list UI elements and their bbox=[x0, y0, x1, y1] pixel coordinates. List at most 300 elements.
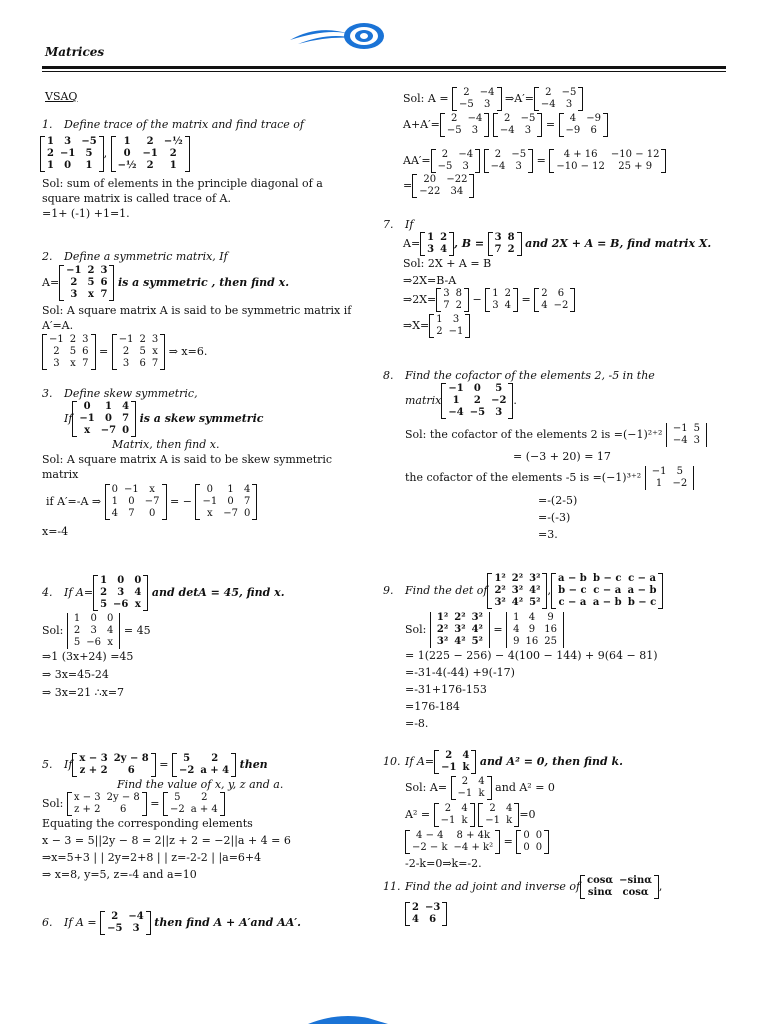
matrix-cell: 2 bbox=[494, 149, 502, 160]
matrix-cell: −5 bbox=[446, 125, 462, 136]
q10-line bbox=[383, 750, 733, 774]
r6-line-4 bbox=[403, 174, 733, 198]
matrix-cell: −2 bbox=[178, 765, 195, 776]
q7-step-3 bbox=[403, 288, 733, 312]
matrix-cell: 3² bbox=[529, 573, 541, 584]
q3-sol-2: matrix bbox=[42, 468, 79, 481]
matrix-cell: 2 bbox=[441, 149, 449, 160]
q5-matrix-right-2 bbox=[163, 792, 225, 816]
matrix-cell: 5 bbox=[183, 753, 191, 764]
matrix-cell: 0 bbox=[111, 484, 118, 495]
matrix-cell: sinα bbox=[587, 887, 613, 898]
q9-comma: , bbox=[547, 584, 551, 597]
matrix-cell: x bbox=[206, 508, 213, 519]
matrix-cell: a − b bbox=[627, 585, 657, 596]
matrix-cell: z + 2 bbox=[74, 804, 101, 815]
matrix-cell: 2 bbox=[463, 87, 470, 98]
matrix-cell: 3² bbox=[436, 636, 449, 647]
matrix-cell: 0 bbox=[206, 484, 213, 495]
q1-sol-1: Sol: sum of elements in the principle diagonal of a bbox=[42, 177, 323, 190]
q7-line bbox=[403, 232, 733, 256]
r6-label-1: Sol: A = bbox=[403, 92, 449, 105]
matrix-cell: 5 bbox=[495, 383, 503, 394]
q8-number: 8. bbox=[383, 369, 394, 382]
q8-sol-2: = (−3 + 20) = 17 bbox=[513, 450, 611, 463]
q7-matrix-b bbox=[488, 232, 522, 256]
matrix-cell: −5 bbox=[511, 149, 527, 160]
matrix-cell: x bbox=[134, 599, 141, 610]
matrix-cell: 0 bbox=[117, 575, 125, 586]
matrix-cell: −10 − 12 bbox=[610, 149, 660, 160]
q3-matrix bbox=[72, 401, 136, 437]
matrix-cell: −1 bbox=[448, 326, 464, 337]
matrix-cell: 2 bbox=[455, 300, 463, 311]
swoosh-logo-footer-icon bbox=[308, 1010, 388, 1024]
matrix-cell: 3 bbox=[53, 358, 60, 369]
q2-lhs: A= bbox=[42, 276, 60, 289]
q8-sol-4: =-(2-5) bbox=[538, 494, 578, 507]
matrix-cell: 4 bbox=[528, 612, 536, 623]
matrix-cell: 4 bbox=[541, 300, 548, 311]
q3-rhs: is a skew symmetric bbox=[139, 412, 264, 425]
q9-step-3: =-31+176-153 bbox=[405, 683, 487, 696]
matrix-cell: 1 bbox=[47, 160, 54, 171]
r6-matrix-4 bbox=[493, 113, 543, 137]
matrix-cell: 2 bbox=[146, 160, 154, 171]
matrix-cell: 4 bbox=[478, 776, 485, 787]
q7-a: A= bbox=[403, 237, 421, 250]
matrix-cell: 2 bbox=[169, 148, 177, 159]
matrix-cell: −4 bbox=[479, 87, 495, 98]
matrix-cell: 3 bbox=[100, 265, 108, 276]
matrix-cell: −4 bbox=[467, 113, 483, 124]
q3-lhs: If bbox=[64, 412, 73, 425]
matrix-cell: 1 bbox=[123, 136, 131, 147]
matrix-cell: 3 bbox=[122, 358, 130, 369]
r6-matrix-8 bbox=[549, 149, 666, 173]
matrix-cell: 2 bbox=[461, 776, 469, 787]
matrix-cell: −1 bbox=[124, 484, 139, 495]
matrix-cell: 0 bbox=[104, 413, 112, 424]
q3-text: Define skew symmetric, bbox=[64, 387, 198, 400]
matrix-cell: −2 bbox=[169, 804, 185, 815]
q4-eq: = 45 bbox=[123, 624, 151, 637]
q3-matrix-line bbox=[42, 401, 387, 437]
q3-matrix-a bbox=[105, 484, 167, 520]
q4-step-2: ⇒ 3x=45-24 bbox=[42, 668, 109, 681]
matrix-cell: 4 bbox=[513, 624, 520, 635]
q5-post: then bbox=[239, 758, 268, 771]
q3-condition: if A′=-A ⇒ bbox=[46, 495, 102, 508]
matrix-cell: 6 bbox=[127, 765, 135, 776]
matrix-cell: 2 bbox=[201, 792, 208, 803]
r6-matrix-2 bbox=[534, 87, 584, 111]
q8-text: Find the cofactor of the elements 2, -5 in the bbox=[405, 369, 655, 382]
matrix-cell: 2y − 8 bbox=[106, 792, 140, 803]
matrix-cell: 5 bbox=[676, 466, 684, 477]
matrix-cell: 2 bbox=[440, 232, 448, 243]
matrix-cell: 4 − 4 bbox=[416, 830, 444, 841]
matrix-cell: 0 bbox=[83, 401, 91, 412]
q7-matrix-2 bbox=[485, 288, 518, 312]
q7-matrix-3 bbox=[534, 288, 575, 312]
matrix-cell: 25 bbox=[544, 636, 557, 647]
q10-step-1-label: Sol: A= bbox=[405, 781, 448, 794]
q2-equation: −1 2 3 2 5 6 3 x 7 = −1 2 3 2 5 x 3 6 7 ⇒ x=6. bbox=[42, 334, 387, 370]
matrix-cell: 0 bbox=[148, 508, 156, 519]
q4-number: 4. bbox=[42, 586, 53, 599]
q8-sol-1 bbox=[383, 423, 733, 447]
q8-sol-3 bbox=[383, 466, 733, 490]
matrix-cell: 3 bbox=[151, 334, 159, 345]
matrix-cell: 7 bbox=[243, 496, 251, 507]
q8-det-1 bbox=[666, 423, 707, 447]
matrix-cell: 3 bbox=[483, 99, 491, 110]
q10-eq: = bbox=[503, 835, 513, 848]
matrix-cell: 4 + 16 bbox=[563, 149, 598, 160]
q9-step-5: =-8. bbox=[405, 717, 429, 730]
matrix-cell: −7 bbox=[100, 425, 117, 436]
matrix-cell: 4 bbox=[412, 914, 419, 925]
q5-number: 5. bbox=[42, 758, 53, 771]
q11-matrix bbox=[580, 875, 659, 899]
matrix-cell: −5 bbox=[469, 407, 486, 418]
q7-step-1: Sol: 2X + A = B bbox=[403, 257, 492, 270]
matrix-cell: 4 bbox=[505, 803, 513, 814]
matrix-cell: 2 bbox=[545, 87, 552, 98]
matrix-cell: x − 3 bbox=[73, 792, 101, 803]
q9-step-4: =176-184 bbox=[405, 700, 460, 713]
matrix-cell: 2² bbox=[454, 612, 466, 623]
q5-eq: = bbox=[159, 758, 169, 771]
matrix-cell: −4 bbox=[499, 125, 515, 136]
matrix-cell: −7 bbox=[144, 496, 160, 507]
q10-matrix bbox=[434, 750, 476, 774]
header-rule-thin bbox=[42, 71, 726, 72]
matrix-cell: 5 bbox=[100, 599, 108, 610]
matrix-cell: 1 bbox=[111, 496, 118, 507]
matrix-cell: −1 bbox=[49, 334, 64, 345]
q9-sol: Sol: bbox=[405, 623, 427, 636]
q9-matrix-1 bbox=[487, 573, 547, 609]
matrix-cell: 0 bbox=[243, 508, 251, 519]
matrix-cell: x bbox=[107, 637, 114, 648]
matrix-cell: 2 bbox=[211, 753, 219, 764]
question-3 bbox=[42, 386, 387, 539]
matrix-cell: −1 bbox=[672, 423, 688, 434]
q5-step-2: x − 3 = 5||2y − 8 = 2||z + 2 = −2||a + 4 = 6 bbox=[42, 834, 291, 847]
q7-step-2: ⇒2X=B-A bbox=[403, 274, 457, 287]
matrix-cell: 34 bbox=[450, 186, 464, 197]
matrix-cell: 4 bbox=[569, 113, 577, 124]
matrix-cell: cosα bbox=[622, 887, 649, 898]
q8-matrix bbox=[441, 383, 513, 419]
matrix-cell: 0 bbox=[64, 160, 72, 171]
matrix-cell: 4² bbox=[511, 597, 524, 608]
matrix-cell: c − a bbox=[628, 573, 657, 584]
matrix-cell: 7 bbox=[151, 358, 159, 369]
matrix-cell: −5 bbox=[459, 99, 474, 110]
matrix-cell: −6 bbox=[113, 599, 129, 610]
matrix-cell: 2 bbox=[451, 113, 458, 124]
matrix-cell: 2 bbox=[87, 265, 95, 276]
q2-matrix-line bbox=[42, 265, 387, 301]
matrix-cell: 3 bbox=[693, 435, 701, 446]
r6-matrix-1 bbox=[452, 87, 502, 111]
matrix-cell: 3 bbox=[90, 625, 97, 636]
q11-matrix-2 bbox=[405, 902, 447, 926]
q2-matrix-b bbox=[112, 334, 166, 370]
header-rule bbox=[42, 66, 726, 69]
matrix-cell: 3² bbox=[471, 612, 483, 623]
q1-number: 1. bbox=[42, 118, 53, 131]
q2-sol-2: A′=A. bbox=[42, 319, 74, 332]
q1-matrix-1 bbox=[40, 136, 104, 172]
matrix-cell: 5² bbox=[529, 597, 541, 608]
q10-matrix-3 bbox=[478, 803, 519, 827]
q4-matrix bbox=[93, 575, 148, 611]
matrix-cell: 2 bbox=[436, 326, 443, 337]
matrix-cell: 2 bbox=[100, 587, 108, 598]
q7-step-4 bbox=[403, 314, 733, 338]
q2-matrix bbox=[59, 265, 114, 301]
matrix-cell: −4 bbox=[490, 161, 506, 172]
matrix-cell: −2 bbox=[672, 478, 688, 489]
q9-step-2: =-31-4(-44) +9(-17) bbox=[405, 666, 515, 679]
matrix-cell: 3 bbox=[495, 407, 503, 418]
matrix-cell: a + 4 bbox=[190, 804, 218, 815]
matrix-cell: 0 bbox=[122, 425, 130, 436]
matrix-cell: 4 bbox=[504, 300, 511, 311]
matrix-cell: −1 bbox=[441, 762, 457, 773]
matrix-cell: −1 bbox=[202, 496, 218, 507]
q8-sol-1-text: Sol: the cofactor of the elements 2 is =(−1)²⁺² bbox=[405, 428, 663, 441]
matrix-cell: a − b bbox=[592, 597, 622, 608]
swoosh-logo-icon bbox=[288, 14, 388, 58]
question-2 bbox=[42, 249, 387, 370]
matrix-cell: 8 bbox=[507, 232, 515, 243]
matrix-cell: −2 bbox=[491, 395, 507, 406]
q5-sol-line bbox=[42, 792, 387, 816]
matrix-cell: 16 bbox=[544, 624, 557, 635]
matrix-cell: 4² bbox=[454, 636, 466, 647]
matrix-cell: 1 bbox=[169, 160, 177, 171]
matrix-cell: 2 bbox=[412, 902, 419, 913]
q5-line-2: Find the value of x, y, z and a. bbox=[117, 778, 284, 791]
matrix-cell: 5 bbox=[174, 792, 181, 803]
matrix-cell: −1 bbox=[651, 466, 667, 477]
q9-sol-line bbox=[383, 612, 733, 648]
matrix-cell: 2 bbox=[489, 803, 496, 814]
q5-step-3: ⇒x=5+3 | | 2y=2+8 | | z=-2-2 | |a=6+4 bbox=[42, 851, 262, 864]
q4-determinant bbox=[67, 613, 121, 649]
q3-equation bbox=[42, 484, 387, 520]
matrix-cell: x bbox=[84, 425, 91, 436]
q7-minus: − bbox=[472, 293, 482, 306]
matrix-cell: 0 bbox=[523, 830, 530, 841]
matrix-cell: 3 bbox=[515, 161, 522, 172]
matrix-cell: 3 bbox=[462, 161, 469, 172]
q4-line bbox=[42, 575, 387, 611]
r6-matrix-3 bbox=[440, 113, 490, 137]
matrix-cell: x bbox=[70, 358, 76, 369]
matrix-cell: −1 bbox=[448, 383, 464, 394]
matrix-cell: 4 bbox=[461, 803, 468, 814]
q7-matrix-a bbox=[420, 232, 454, 256]
matrix-cell: −2 − k bbox=[412, 842, 448, 853]
q8-sol-6: =3. bbox=[538, 528, 558, 541]
question-8 bbox=[383, 368, 733, 542]
matrix-cell: −1 bbox=[440, 815, 456, 826]
matrix-cell: −4 + k² bbox=[453, 842, 494, 853]
q5-matrix-right bbox=[172, 753, 236, 777]
matrix-cell: 20 bbox=[423, 174, 437, 185]
header-title: Matrices bbox=[45, 45, 105, 59]
matrix-cell: −4 bbox=[448, 407, 464, 418]
q5-step-1: Equating the corresponding elements bbox=[42, 817, 253, 830]
question-10 bbox=[383, 750, 733, 871]
matrix-cell: 7 bbox=[82, 358, 89, 369]
matrix-cell: 6 bbox=[590, 125, 597, 136]
matrix-cell: 4² bbox=[529, 585, 541, 596]
matrix-cell: −4 bbox=[128, 911, 144, 922]
matrix-cell: 5 bbox=[69, 346, 77, 357]
matrix-cell: 4 bbox=[462, 750, 470, 761]
matrix-cell: 9 bbox=[547, 612, 554, 623]
matrix-cell: 8 bbox=[455, 288, 463, 299]
q7-b: , B = bbox=[454, 237, 485, 250]
matrix-cell: x − 3 bbox=[79, 753, 108, 764]
matrix-cell: −1 bbox=[66, 265, 82, 276]
matrix-cell: 3 bbox=[471, 125, 479, 136]
matrix-cell: 2 bbox=[507, 244, 515, 255]
matrix-cell: −1 bbox=[79, 413, 95, 424]
question-6 bbox=[42, 911, 387, 935]
q8-sol-5: =-(-3) bbox=[538, 511, 571, 524]
matrix-cell: −sinα bbox=[619, 875, 652, 886]
matrix-cell: −3 bbox=[424, 902, 441, 913]
matrix-cell: 3 bbox=[443, 288, 450, 299]
matrix-cell: b − c bbox=[558, 585, 587, 596]
q10-step-2 bbox=[383, 803, 733, 827]
r6-label-3: AA′= bbox=[403, 154, 431, 167]
matrix-cell: 3² bbox=[511, 585, 524, 596]
q4-step-1: ⇒1 (3x+24) =45 bbox=[42, 650, 134, 663]
matrix-cell: −22 bbox=[446, 174, 468, 185]
matrix-cell: 3 bbox=[82, 334, 89, 345]
matrix-cell: 4 bbox=[107, 625, 114, 636]
matrix-cell: x bbox=[149, 484, 155, 495]
matrix-cell: 3 bbox=[494, 232, 502, 243]
q2-result: ⇒ x=6. bbox=[168, 345, 208, 358]
matrix-cell: 2 bbox=[504, 113, 511, 124]
q9-matrix-2 bbox=[551, 573, 663, 609]
matrix-cell: 7 bbox=[128, 508, 135, 519]
matrix-cell: 3 bbox=[492, 300, 499, 311]
q11-comma: , bbox=[658, 880, 663, 893]
r6-line-1 bbox=[403, 87, 733, 111]
matrix-cell: 1 bbox=[427, 232, 435, 243]
matrix-cell: −1 bbox=[142, 148, 158, 159]
question-1 bbox=[42, 117, 387, 221]
q5-line bbox=[42, 753, 387, 777]
q10-step-2-label: A² = bbox=[405, 808, 431, 821]
matrix-cell: 6 bbox=[557, 288, 565, 299]
matrix-cell: −4 bbox=[540, 99, 556, 110]
q3-sol-1: Sol: A square matrix A is said to be skew symmetric bbox=[42, 453, 333, 466]
r6-label-4: = bbox=[403, 179, 413, 192]
matrix-cell: z + 2 bbox=[79, 765, 108, 776]
matrix-cell: 5 bbox=[85, 148, 93, 159]
matrix-cell: 6 bbox=[139, 358, 146, 369]
r6-line-3 bbox=[403, 149, 733, 173]
matrix-cell: 1 bbox=[492, 288, 499, 299]
matrix-cell: 3 bbox=[565, 99, 573, 110]
matrix-cell: 2 bbox=[146, 136, 154, 147]
matrix-cell: 2 bbox=[70, 277, 78, 288]
matrix-cell: 0 bbox=[523, 842, 530, 853]
q4-pre: If A= bbox=[64, 586, 94, 599]
matrix-cell: −6 bbox=[86, 637, 102, 648]
matrix-cell: 9 bbox=[513, 636, 520, 647]
q4-post: and detA = 45, find x. bbox=[151, 586, 285, 599]
q1-sol-3: =1+ (-1) +1=1. bbox=[42, 207, 130, 220]
r6-matrix-6 bbox=[431, 149, 481, 173]
matrix-cell: 0 bbox=[535, 842, 543, 853]
q5-pre: If bbox=[64, 758, 73, 771]
q6-number: 6. bbox=[42, 916, 53, 929]
matrix-cell: −5 bbox=[520, 113, 536, 124]
question-4 bbox=[42, 575, 387, 700]
matrix-cell: a − b bbox=[557, 573, 587, 584]
matrix-cell: −22 bbox=[419, 186, 441, 197]
matrix-cell: 7 bbox=[122, 413, 130, 424]
q10-step-2-tail: =0 bbox=[519, 808, 536, 821]
q10-step-1 bbox=[383, 776, 733, 800]
matrix-cell: −10 − 12 bbox=[556, 161, 605, 172]
q3-number: 3. bbox=[42, 387, 53, 400]
q7-step-4-label: ⇒X= bbox=[403, 319, 430, 332]
r6-label-1b: ⇒A′= bbox=[505, 92, 534, 105]
q6-pre: If A = bbox=[64, 916, 97, 929]
q2-sol-1: Sol: A square matrix A is said to be symmetric matrix if bbox=[42, 304, 352, 317]
matrix-cell: 4 bbox=[440, 244, 448, 255]
matrix-cell: 3 bbox=[70, 289, 78, 300]
matrix-cell: 2² bbox=[511, 573, 524, 584]
r6-line-2 bbox=[403, 113, 733, 137]
q10-step-1-tail: and A² = 0 bbox=[495, 781, 555, 794]
matrix-cell: 0 bbox=[473, 383, 481, 394]
matrix-cell: 2 bbox=[53, 346, 60, 357]
q5-matrix-left-2 bbox=[67, 792, 147, 816]
matrix-cell: 6 bbox=[100, 277, 108, 288]
matrix-cell: −9 bbox=[586, 113, 602, 124]
matrix-cell: −1 bbox=[485, 815, 500, 826]
matrix-cell: 1 bbox=[73, 613, 81, 624]
matrix-cell: 3 bbox=[452, 314, 460, 325]
r6-matrix-9 bbox=[412, 174, 474, 198]
matrix-cell: 7 bbox=[100, 289, 108, 300]
q4-sol: Sol: bbox=[42, 624, 64, 637]
matrix-cell: 2 bbox=[47, 148, 54, 159]
q6-post: then find A + A′and AA′. bbox=[154, 916, 301, 929]
matrix-cell: 2² bbox=[494, 585, 506, 596]
q7-eq: = bbox=[521, 293, 531, 306]
matrix-cell: 0 bbox=[535, 830, 543, 841]
matrix-cell: 3 bbox=[132, 923, 140, 934]
matrix-cell: c − a bbox=[558, 597, 587, 608]
q3-matrix-b bbox=[195, 484, 257, 520]
